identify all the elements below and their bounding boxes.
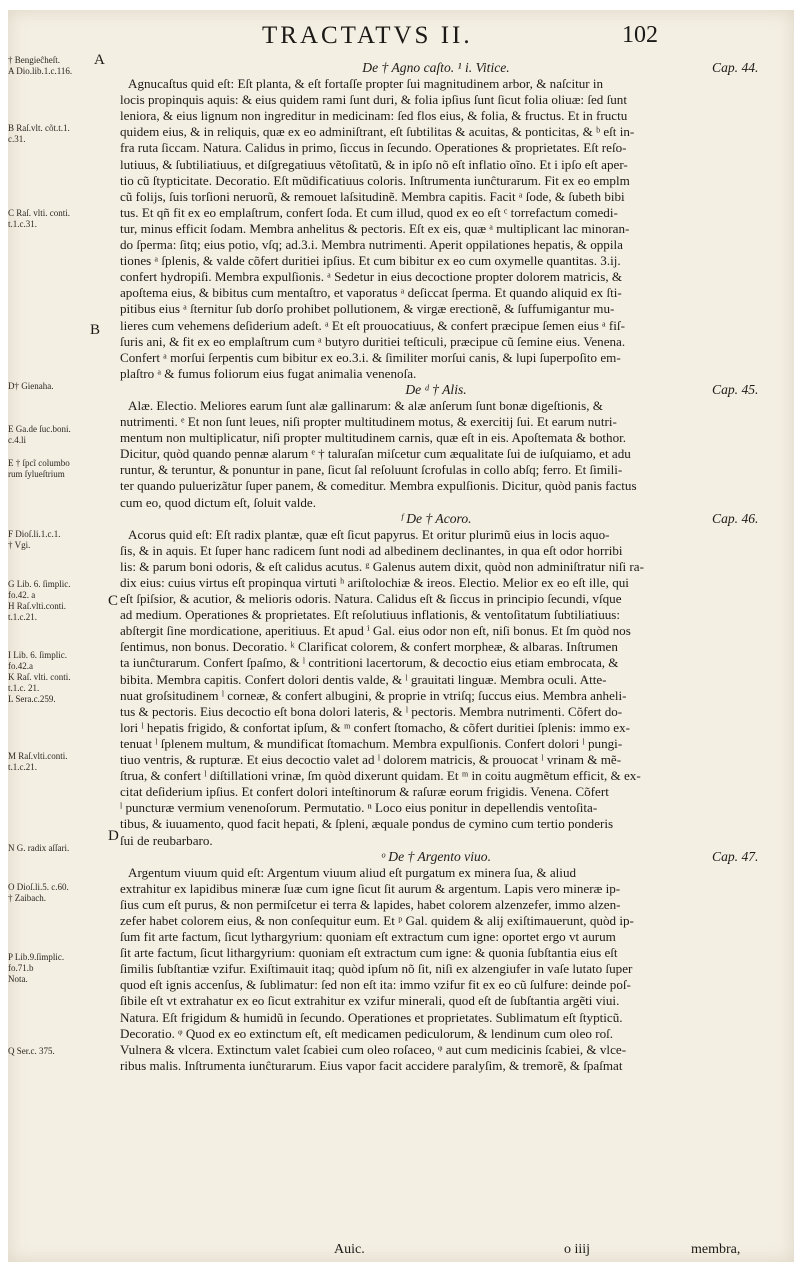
section-letter: C (108, 593, 119, 609)
margin-note-line: fo.71.b (8, 963, 34, 973)
margin-note-line: t.1.c.21. (8, 762, 37, 772)
text-line: ſius cum eſt purus, & non permiſcetur ei terra & lapides, habet colorem alzenzefer, immo alzen- (120, 896, 621, 912)
margin-note (8, 650, 96, 705)
chapter-heading (120, 849, 792, 865)
section-letter: D (108, 828, 119, 844)
margin-notes (8, 10, 101, 1262)
text-line: plaſtro ᵃ & fumus foliorum eius fugat animalia venenoſa. (120, 365, 417, 381)
text-line: locis propinquis aquis: & eius quidem rami ſunt duri, & folia ipſius ſunt ſicut folia oliuæ: ſed ſunt (120, 92, 627, 108)
margin-note (8, 882, 96, 904)
text-line: Alæ. Electio. Meliores earum ſunt alæ gallinarum: & alæ anſerum ſunt bonæ digeſtionis, & (128, 397, 603, 413)
text-line: tus & pectoris. Eius decoctio eſt bona dolori lateris, & ˡ pectoris. Membra nutrimenti. Cõfert do- (120, 703, 623, 719)
margin-note-line: E Ga.de ſuc.boni. (8, 424, 71, 434)
margin-note-line: † Bengieĉheſt. (8, 55, 60, 65)
margin-note-line: L Sera.c.259. (8, 694, 56, 704)
section-letter: B (90, 322, 101, 338)
margin-note-line: A Dio.lib.1.c.116. (8, 66, 73, 76)
chapter-heading (120, 60, 792, 76)
margin-note (8, 843, 96, 854)
page-number: 102 (622, 22, 658, 48)
chapter-number: Cap. 47. (712, 848, 759, 864)
text-line: ſui de reubarbaro. (120, 832, 213, 848)
margin-note (8, 952, 96, 985)
book-page (8, 10, 794, 1262)
text-line: Agnucaſtus quid eſt: Eſt planta, & eſt fortaſſe propter ſui magnitudinem arbor, & naſcitur in (128, 76, 604, 92)
text-line: apoſtema eius, & bibitus cum mentaſtro, et vaporatus ᵃ deſiccat ſperma. Et quando aliquid ex ſti- (120, 285, 622, 301)
text-line: cum eo, quod dictum eſt, ſoluit valde. (120, 494, 317, 510)
margin-note-line: C Raſ. vlti. conti. (8, 208, 70, 218)
margin-note-line: † Zaibach. (8, 893, 46, 903)
margin-note-line: c.31. (8, 134, 26, 144)
text-line: extrahitur ex lapidibus mineræ ſuæ cum igne ſicut ſit aurum & argentum. Lapis vero mineræ ip- (120, 880, 621, 896)
margin-note-line: K Raſ. vlti. conti. (8, 672, 71, 682)
margin-note-line: O Dioſ.li.5. c.60. (8, 882, 69, 892)
text-line: dix eius: cuius virtus eſt propinqua virtuti ʰ ariſtolochiæ & ireos. Electio. Melior ex eo eſt ille, qui (120, 575, 629, 590)
text-line: ſentimus, non bonus. Decoratio. ᵏ Clarificat colorem, & confert morpheæ, & albaras. Inſtrumen (120, 639, 618, 655)
text-line: Natura. Eſt frigidum & humidũ in ſecundo. Operationes et proprietates. Sublimatum eſt ſtypticũ. (120, 1009, 623, 1025)
chapter-heading (120, 382, 792, 398)
margin-note-line: c.4.li (8, 435, 26, 445)
margin-note (8, 579, 96, 623)
chapter-title: ᶠ De † Acoro. (400, 510, 472, 526)
text-line: nutrimenti. ᵉ Et non ſunt leues, niſi propter multitudinem motus, & exercitij ſui. Et earum nutri- (120, 414, 617, 430)
margin-note (8, 208, 96, 230)
margin-note-line: fo.42.a (8, 661, 33, 671)
margin-note-line: G Lib. 6. ſimplic. (8, 579, 71, 589)
running-title: TRACTATVS II. (262, 22, 473, 49)
margin-note-line: Nota. (8, 974, 28, 984)
margin-note-line: t.1.c.21. (8, 612, 37, 622)
margin-note (8, 55, 96, 77)
text-line: ta iunĉturarum. Confert ſpaſmo, & ˡ contritioni lacertorum, & decoctio eius etiam embrocata, & (120, 655, 619, 671)
margin-note-line: Q Ser.c. 375. (8, 1046, 55, 1056)
text-line: eſt ſpiſsior, & acutior, & melioris odoris. Natura. Calidus eſt & ſiccus in principio ſecundi, vſque (120, 591, 622, 607)
chapter-heading (120, 511, 792, 527)
text-line: Vulnera & vlcera. Extinctum valet ſcabiei cum oleo roſaceo, ᵠ aut cum medicinis ſcabiei, & vlce- (120, 1041, 627, 1057)
main-text (120, 60, 792, 1074)
text-line: Decoratio. ᵠ Quod ex eo extinctum eſt, eſt medicamen pediculorum, & lendinum cum oleo roſ. (120, 1025, 614, 1041)
text-line: ſimilis ſubſtantiæ vzifur. Exiſtimauit itaq; quòd ipſum nõ ſit, niſi ex alzengiufer in vaſe lutato ſuper (120, 961, 633, 977)
margin-note-line: t.1.c. 21. (8, 683, 40, 693)
margin-note-line: E † ſpcĩ columbo (8, 458, 70, 468)
text-line: Confert ᵃ morſui ſerpentis cum bibitur ex eo.3.i. & ſimiliter morſui canis, & lupi ſuperpoſito em- (120, 349, 621, 365)
margin-note-line: F Dioſ.li.1.c.1. (8, 529, 61, 539)
text-line: leniora, & eius lignum non ingreditur in medicinam: ſed flos eius, & folia, & fructus. Et in fructu (120, 108, 628, 124)
chapter-title: De † Agno caſto. ¹ i. Vitice. (362, 60, 510, 75)
text-line: ſuris ani, & fit ex eo emplaſtrum cum ᵃ butyro duritiei teſticuli, præcipue cũ ſemine eius. Venena. (120, 333, 626, 349)
text-line: abſtergit ſine mordicatione, aperitiuus. Et apud ⁱ Gal. eius odor non eſt, niſi bonus. Et ſm quòd nos (120, 623, 631, 639)
text-line: confert hydropiſi. Membra expulſionis. ᵃ Sedetur in eius decoctione propter dolorem matricis, & (120, 269, 623, 285)
text-line: quod eſt ignis accenſus, & ſublimatur: ſed non eſt ita: immo vzifur fit ex eo cũ ſulfure: deinde poſ- (120, 977, 631, 993)
text-line: Acorus quid eſt: Eſt radix plantæ, quæ eſt ſicut papyrus. Et oritur plurimũ eius in locis aquo- (128, 526, 610, 542)
text-line: lieres cum vehemens deſiderium adeſt. ᵃ Et eſt prouocatiuus, & confert præcipue ſemen eius ᵃ fiſ- (120, 317, 625, 333)
signature-mark: o iiij (564, 1242, 591, 1257)
text-line: ſum fit arte factum, ſicut lythargyrium: quoniam eſt extractum cum igne: oportet ergo vt aurum (120, 929, 616, 945)
section-letter: A (94, 52, 105, 68)
margin-note (8, 424, 96, 446)
chapter-number: Cap. 45. (712, 381, 759, 397)
margin-note (8, 123, 96, 145)
text-line: nuat groſsitudinem ˡ corneæ, & confert albugini, & proprie in vtriſq; ſuccus eius. Membra anheli- (120, 687, 627, 703)
text-line: lori ˡ hepatis frigido, & confortat ipſum, & ᵐ confert ſtomacho, & cõfert duritiei ſplenis: immo ex- (120, 719, 631, 735)
text-line: ſit arte factum, ſicut lithargyrium: quoniam eſt extractum cum igne: & quonia ſubſtantia eius eſt (120, 945, 618, 961)
text-line: tiuo ventris, & rupturæ. Et eius decoctio valet ad ˡ dolorem matricis, & prouocat ˡ vrinam & mẽ- (120, 752, 622, 768)
text-line: lis: & parum boni odoris, & eſt calidus acutus. ᵍ Galenus autem dixit, quòd non adminiſtratur niſi ra- (120, 558, 644, 574)
margin-note (8, 529, 96, 551)
text-line: ſtrua, & confert ˡ diſtillationi vrinæ, ſm quòd dixerunt quidam. Et ᵐ in coitu augmẽtum efficit, & ex- (120, 768, 641, 784)
text-line: ribus malis. Inſtrumenta iunĉturarum. Eius vapor facit accidere paralyſim, & tremorẽ, & ſpaſmat (120, 1057, 623, 1073)
margin-note-line: N G. radix aſſari. (8, 843, 70, 853)
margin-note-line: P Lib.9.ſimplic. (8, 952, 65, 962)
text-line: ſibile eſt vt extrahatur ex eo ſicut extrahitur ex vzifur minerali, quod eſt de ſubſtantia argẽti viui. (120, 993, 620, 1009)
text-line: tenuat ˡ ſplenem multum, & mundificat ſtomachum. Membra expulſionis. Confert dolori ˡ pungi- (120, 735, 623, 751)
text-line: tibus, & iuuamento, quod facit hepati, & ſpleni, æquale pondus de cymino cum tertio ponderis (120, 816, 614, 832)
chapter-number: Cap. 44. (712, 60, 759, 75)
text-line: lutiuus, & ſubtiliatiuus, et diſgregatiuus vẽtoſitatũ, & in ipſo nõ eſt inflatio oĩno. Et i ipſo eſt aper- (120, 156, 628, 172)
margin-note-line: M Raſ.vlti.conti. (8, 751, 68, 761)
text-line: ˡ puncturæ vermium venenoſorum. Permutatio. ⁿ Loco eius ponitur in depellendis ventoſita- (120, 800, 598, 816)
text-line: ſis, & in aquis. Et ſuper hanc radicem ſunt nodi ad albedinem declinantes, in qua eſt odor horribi (120, 542, 623, 558)
text-line: pitibus eius ᵃ ſternitur ſub dorſo prohibet pollutionem, & virgæ erectionẽ, & ſuffumigantur mu- (120, 301, 615, 317)
margin-note-line: B Raſ.vlt. cõt.t.1. (8, 123, 70, 133)
text-line: runtur, & teruntur, & ponuntur in pane, ſicut ſal reſoluunt ſcrofulas in collo abſq; ferro. Et ſimili- (120, 462, 623, 478)
catchword-right: membra, (691, 1242, 741, 1257)
text-line: Argentum viuum quid eſt: Argentum viuum aliud eſt purgatum ex minera ſua, & aliud (128, 864, 577, 880)
margin-note-line: I Lib. 6. ſimplic. (8, 650, 67, 660)
margin-note (8, 751, 96, 773)
text-line: ad medium. Operationes & proprietates. Eſt reſolutiuus inflationis, & ventoſitatum ſubtiliatiuus: (120, 607, 621, 623)
text-line: quidem eius, & in reliquis, quæ ex eo adminiſtrant, eſt ſubtilitas & acuitas, & ponticitas, & ᵇ eſt in- (120, 124, 635, 140)
text-line: cũ folijs, ſuis torſioni neruorũ, & remouet laſsitudinẽ. Membra capitis. Facit ᵃ ſode, & ſubeth bibi (120, 188, 625, 204)
margin-note (8, 381, 96, 392)
margin-note-line: t.1.c.31. (8, 219, 37, 229)
margin-note-line: fo.42. a (8, 590, 36, 600)
margin-note-line: H Raſ.vlti.conti. (8, 601, 66, 611)
text-line: tio cũ ſtypticitate. Decoratio. Eſt mũdificatiuus coloris. Inſtrumenta iunĉturarum. Fit ex eo emplm (120, 172, 630, 188)
text-line: Dicitur, quòd quando pennæ alarum ᵉ † taluraſan miſcetur cum æqualitate ſui de iuſquiamo, et adu (120, 446, 631, 462)
catchword-left: Auic. (334, 1242, 365, 1257)
text-line: citat deſiderium ipſius. Et confert dolori inteſtinorum & raſuræ eorum frigidis. Venena. Cõfert (120, 784, 609, 800)
margin-note (8, 458, 96, 480)
chapter-number: Cap. 46. (712, 510, 759, 526)
text-line: ter quando puluerizãtur ſuper panem, & comeditur. Membra expulſionis. Dicitur, quòd panis factus (120, 478, 637, 494)
text-line: fra ruta ſiccam. Natura. Calidus in primo, ſiccus in ſecundo. Operationes & proprietates. Eſt reſo- (120, 140, 627, 156)
text-line: do ſperma: ſitq; eius potio, vſq; ad.3.i. Membra nutrimenti. Aperit oppilationes hepatis, & oppila (120, 237, 623, 253)
text-line: bibita. Membra capitis. Confert dolori dentis valde, & ˡ grauitati linguæ. Membra oculi. Atte- (120, 671, 607, 687)
margin-note-line: † Vgi. (8, 540, 31, 550)
text-line: zefer habet colorem eius, & non conſequitur eum. Et ᵖ Gal. quidem & alij exiſtimauerunt, quòd ip- (120, 912, 634, 928)
margin-note-line: rum ſylueſtrium (8, 469, 65, 479)
text-line: tur, minus efficit ſodam. Membra anhelitus & pectoris. Eſt ex eis, quæ ᵃ multiplicant lac minoran- (120, 220, 630, 236)
text-line: tus. Et qñ fit ex eo emplaſtrum, confert ſoda. Et cum illud, quod ex eo eſt ᶜ torrefactum comedi- (120, 204, 618, 220)
chapter-title: ᵒ De † Argento viuo. (381, 848, 491, 864)
margin-note-line: D† Gienaha. (8, 381, 54, 391)
chapter-title: De ᵈ † Alis. (405, 381, 467, 397)
text-line: tiones ᵃ ſplenis, & valde cõfert duritiei ipſius. Et cum bibitur ex eo cum oxymelle quantitas. 3.ij. (120, 253, 621, 269)
text-line: mentum non multiplicatur, niſi propter multitudinem carnis, quæ eſt in eis. Apoſtemata & bothor. (120, 430, 627, 446)
margin-note (8, 1046, 96, 1057)
